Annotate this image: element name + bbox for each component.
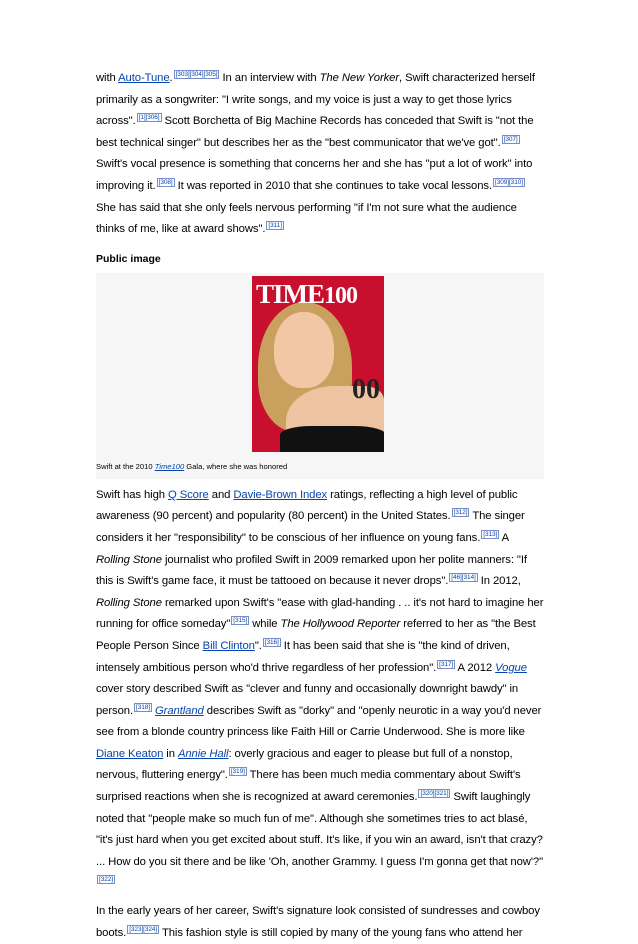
text: with [96,72,119,84]
link-grantland[interactable]: Grantland [155,704,204,717]
time-logo-number: 100 [324,282,358,309]
text: ". [254,639,262,652]
link-bill-clinton[interactable]: Bill Clinton [202,639,255,652]
citation[interactable]: [312] [453,509,468,517]
paragraph-vocals: with Auto-Tune. [303][304][305] In an interview with The New Yorker, Swift characterized herself primarily as a songwriter: "I write songs, and my voice is just a way to get those lyrics across". [1][306] Scott Borchetta of Big Machine Records has conceded that Swift is "not the best technical singer" but describes her as the "best communicator that we've got". [307] Swift's vocal presence is something that concerns her and she has "put a lot of work" into improving it. [308] It was reported in 2010 that she continues to take vocal lessons. [309][310] She has said that she only feels nervous performing "if I'm not sure what the audience thinks of me, like at award shows". [311] [96,71,535,236]
citation[interactable]: [311] [268,222,282,230]
text: A [499,531,509,544]
photo-bg-number: 00 [352,373,380,405]
text: cover story described Swift as "clever and funny and occasionally downright bawdy" in person. [96,683,519,717]
italic-text: Rolling Stone [96,553,162,566]
citation[interactable]: [323][324] [129,925,158,933]
citation[interactable]: [307] [503,135,518,143]
time-logo [256,279,357,310]
italic-text: The New Yorker [319,72,400,84]
text: Swift has high [96,488,168,501]
text: ratings, reflecting a high level of public awareness (90 percent) and popularity (80 percent) in the United States. [96,488,518,523]
citation[interactable]: [316] [264,638,279,646]
citation[interactable]: [317] [439,660,454,668]
text: There has been much media commentary about Swift's surprised reactions when she is recognized at award ceremonies. [96,769,521,804]
citation[interactable]: [308] [158,178,173,186]
text: journalist who profiled Swift in 2009 remarked upon her polite manners: "If this is Swift's game face, it must be tattooed on because it never drops". [96,553,527,588]
text: This fashion style is still copied by many of the young fans who attend her [159,926,523,939]
section-title: Public image [96,252,161,265]
citation[interactable]: [309][310] [495,178,523,186]
italic-text: Rolling Stone [96,596,162,609]
text: In 2012, [477,575,521,588]
citation[interactable]: [320][321] [420,790,449,798]
text: : overly gracious and eager to please but full of a nonstop, nervous, fluttering energy". [96,747,513,782]
text: It was reported in 2010 that she continues to take vocal lessons. [174,179,493,192]
link-auto-tune[interactable]: Auto-Tune [118,72,170,84]
text: in [163,747,178,760]
citation[interactable]: [315] [233,617,248,625]
text: and [208,488,234,501]
text: Swift laughingly noted that "people make so much fun of me". Although she sometimes tries to act blasé, "it's just hard when you get excited about stuff. It's like, if you win an award, isn't that crazy? ... How do you sit there and be like 'Oh, another Grammy. I guess I'm gonna get that now'?" [96,791,544,868]
text: She has said that she only feels nervous performing "if I'm not sure what the audience thinks of me, like at award shows". [96,201,517,236]
link-annie-hall[interactable]: Annie Hall [177,747,229,760]
text: Swift's vocal presence is something that concerns her and she has "put a lot of work" into improving it. [96,158,533,192]
photo-face [274,312,334,388]
link-q-score[interactable]: Q Score [167,488,209,501]
paragraph-fashion [96,901,544,944]
link-vogue[interactable]: Vogue [495,661,527,674]
time100-photo [252,276,384,452]
figure-caption [96,462,287,471]
citation[interactable]: [318] [135,703,150,711]
text: referred to her as "the Best People Person Since [96,618,536,652]
text: In an interview with [219,72,320,84]
italic-text: The Hollywood Reporter [280,618,401,631]
link-diane-keaton[interactable]: Diane Keaton [96,747,164,760]
citation[interactable]: [46][314] [451,574,476,582]
caption-text: Gala, where she was honored [184,461,288,471]
photo-dress [280,426,384,452]
document-page [96,68,544,944]
text: It has been said that she is "the kind of driven, intensely ambitious person who'd thrive regardless of her profession". [96,639,510,674]
citation[interactable]: [1][306] [138,114,160,122]
text: while [249,618,281,631]
paragraph-public-image [96,485,544,895]
text: A 2012 [455,661,496,674]
text: describes Swift as "dorky" and "openly neurotic in a way you'd never see from a blonde country princess like Faith Hill or Carrie Underwood. She is more like [96,704,542,739]
text: , Swift characterized herself primarily as a songwriter: "I write songs, and my voice is just a way to get those lyrics across". [96,72,535,128]
citation[interactable]: [322] [99,876,113,884]
time-logo-text: TIME [256,278,325,309]
text: Scott Borchetta of Big Machine Records has conceded that Swift is "not the best technical singer" but describes her as the "best communicator that we've got". [96,115,534,149]
link-davie-brown-index[interactable]: Davie-Brown Index [233,488,328,501]
text: The singer considers it her "responsibility" to be conscious of her influence on young fans. [96,510,525,544]
text: remarked upon Swift's "ease with glad-handing . .. it's not hard to imagine her running for office someday" [96,596,544,631]
citation[interactable]: [313] [483,530,498,538]
text: In the early years of her career, Swift's signature look consisted of sundresses and cowboy boots. [96,905,540,939]
link-time100[interactable]: Time100 [154,461,185,471]
caption-text: Swift at the 2010 [96,461,155,471]
figure [96,273,544,479]
citation[interactable]: [319] [230,768,245,776]
citation[interactable]: [303][304][305] [175,71,218,78]
